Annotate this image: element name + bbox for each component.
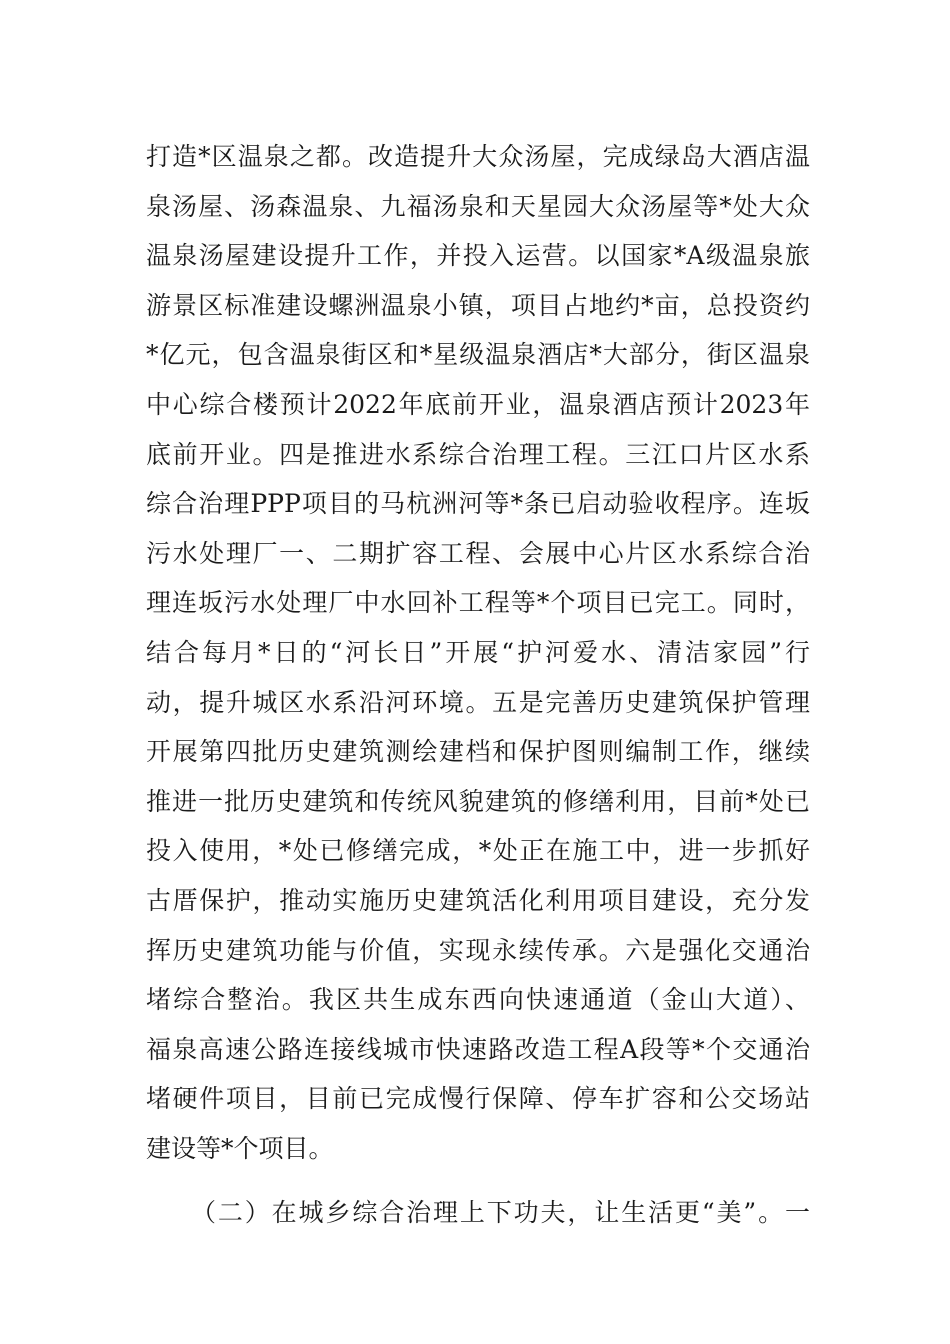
paragraph-gap bbox=[146, 1173, 810, 1188]
text-line: 动，提升城区水系沿河环境。五是完善历史建筑保护管理 bbox=[146, 687, 810, 717]
text-line: 建设等*个项目。 bbox=[146, 1133, 334, 1163]
section-heading-line: （二）在城乡综合治理上下功夫，让生活更“美”。一 bbox=[191, 1198, 810, 1228]
document-body bbox=[146, 132, 810, 1238]
text-line: 底前开业。四是推进水系综合治理工程。三江口片区水系 bbox=[146, 439, 810, 469]
text-line: 开展第四批历史建筑测绘建档和保护图则编制工作，继续 bbox=[146, 737, 810, 767]
text-line: 游景区标准建设螺洲温泉小镇，项目占地约*亩，总投资约 bbox=[146, 290, 810, 320]
text-line: 污水处理厂一、二期扩容工程、会展中心片区水系综合治 bbox=[146, 538, 810, 568]
text-line: 结合每月*日的“河长日”开展“护河爱水、清洁家园”行 bbox=[146, 637, 810, 667]
text-line: 理连坂污水处理厂中水回补工程等*个项目已完工。同时， bbox=[146, 588, 810, 618]
text-line: 打造*区温泉之都。改造提升大众汤屋，完成绿岛大酒店温 bbox=[146, 142, 810, 171]
text-line: *亿元，包含温泉街区和*星级温泉酒店*大部分，街区温泉 bbox=[146, 340, 810, 370]
paragraph-1 bbox=[146, 132, 810, 1173]
paragraph-2 bbox=[146, 1188, 810, 1238]
text-line: 泉汤屋、汤森温泉、九福汤泉和天星园大众汤屋等*处大众 bbox=[146, 191, 810, 221]
text-line: 综合治理PPP项目的马杭洲河等*条已启动验收程序。连坂 bbox=[146, 489, 810, 519]
text-line: 古厝保护，推动实施历史建筑活化利用项目建设，充分发 bbox=[146, 885, 810, 915]
text-line: 挥历史建筑功能与价值，实现永续传承。六是强化交通治 bbox=[146, 935, 810, 965]
text-line: 堵硬件项目，目前已完成慢行保障、停车扩容和公交场站 bbox=[146, 1084, 810, 1114]
text-line: 推进一批历史建筑和传统风貌建筑的修缮利用，目前*处已 bbox=[146, 786, 810, 816]
text-line: 福泉高速公路连接线城市快速路改造工程A段等*个交通治 bbox=[146, 1034, 810, 1064]
text-line: 中心综合楼预计2022年底前开业，温泉酒店预计2023年 bbox=[146, 389, 810, 419]
text-line: 投入使用，*处已修缮完成，*处正在施工中，进一步抓好 bbox=[146, 836, 810, 866]
text-line: 堵综合整治。我区共生成东西向快速通道（金山大道）、 bbox=[146, 985, 810, 1015]
text-line: 温泉汤屋建设提升工作，并投入运营。以国家*A级温泉旅 bbox=[146, 241, 810, 271]
